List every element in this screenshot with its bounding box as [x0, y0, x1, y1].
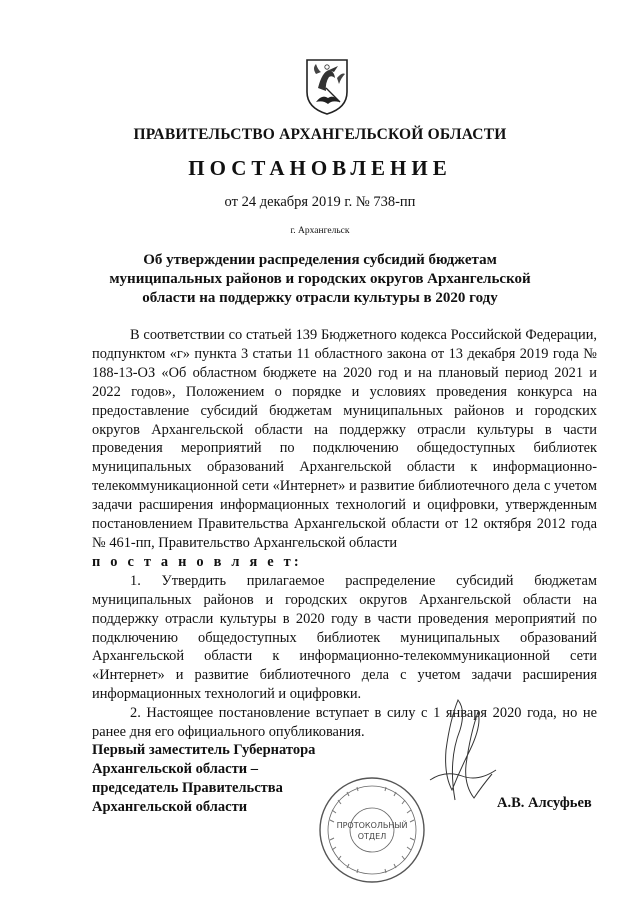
signatory-position-line: Архангельской области	[92, 799, 248, 815]
title-line: Об утверждении распределения субсидий бюджетам	[143, 252, 497, 268]
document-title	[100, 251, 540, 308]
title-line: области на поддержку отрасли культуры в 2020 году	[142, 290, 498, 306]
resolves-line	[92, 553, 597, 572]
document-type-heading: ПОСТАНОВЛЕНИЕ	[188, 156, 452, 180]
stamp-text-line2: ОТДЕЛ	[357, 832, 387, 841]
preamble-paragraph: В соответствии со статьей 139 Бюджетного кодекса Российской Федерации, подпунктом «г» пункта 3 статьи 11 областного закона от 13 декабря 2019 года № 188-13-ОЗ «Об областном бюджете на 2020 год и на плановый период 2021 и 2022 годов», Положением о порядке и условиях проведения конкурса на предоставление субсидий бюджетам муниципальных районов и городских округов Архангельской области на поддержку отрасли культуры в части проведения мероприятий по подключению общедоступных библиотек муниципальных образований Архангельской области к информационно-телекоммуникационной сети «Интернет» и развитие библиотечного дела с учетом задачи расширения информационных технологий и оцифровки, утвержденным постановлением Правительства Архангельской области от 12 октября 2012 года № 461-пп, Правительство Архангельской области	[92, 327, 597, 551]
signatory-name: А.В. Алсуфьев	[497, 795, 592, 811]
document-body	[92, 326, 597, 742]
handwritten-signature	[400, 690, 510, 810]
signatory-position-line: Архангельской области –	[92, 761, 258, 777]
document-city: г. Архангельск	[290, 226, 350, 236]
coat-of-arms-emblem	[304, 58, 350, 116]
title-line: муниципальных районов и городских округов Архангельской	[109, 271, 531, 287]
resolves-colon: :	[293, 553, 299, 570]
signatory-position-line: председатель Правительства	[92, 780, 283, 796]
stamp-text-line1: ПРОТОКОЛЬНЫЙ	[336, 821, 408, 830]
organization-heading: ПРАВИТЕЛЬСТВО АРХАНГЕЛЬСКОЙ ОБЛАСТИ	[133, 126, 507, 143]
signatory-position	[92, 741, 315, 817]
item-2-paragraph: 2. Настоящее постановление вступает в силу с 1 января 2020 года, но не ранее дня его официального опубликования.	[92, 705, 597, 741]
item-1-paragraph: 1. Утвердить прилагаемое распределение субсидий бюджетам муниципальных районов и городских округов Архангельской области на поддержку отрасли культуры в 2020 году в части проведения мероприятий по подключению общедоступных библиотек муниципальных образований Архангельской области к информационно-телекоммуникационной сети «Интернет» и развитие библиотечного дела с учетом задачи расширения информационных технологий и оцифровки.	[92, 572, 597, 703]
signatory-position-line: Первый заместитель Губернатора	[92, 742, 316, 758]
document-date-number: от 24 декабря 2019 г. № 738-пп	[224, 194, 416, 210]
resolves-word: п о с т а н о в л я е т	[92, 553, 294, 570]
